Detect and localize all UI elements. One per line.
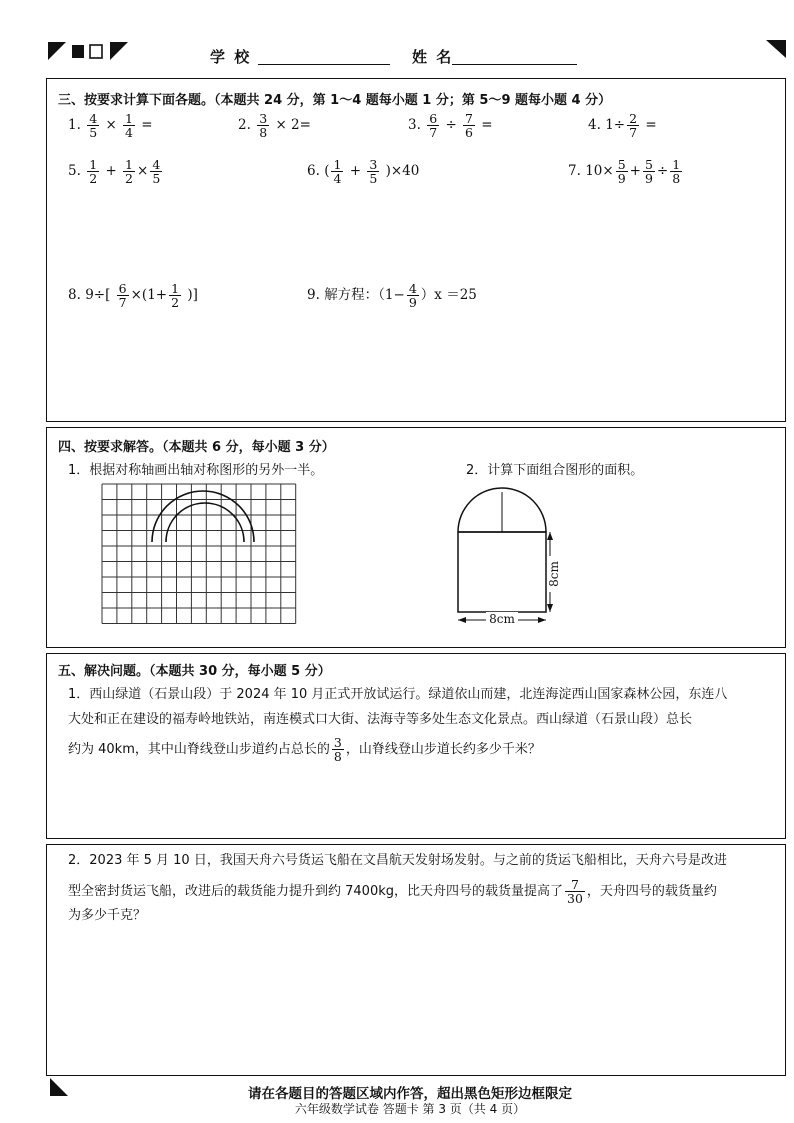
height-label: 8cm bbox=[547, 556, 563, 592]
fraction: $\frac{7}{30}$ bbox=[567, 877, 583, 907]
fraction: $\frac{7}{6}$ bbox=[465, 111, 473, 141]
fraction: $\frac{6}{7}$ bbox=[429, 111, 438, 141]
school-label: 学 校 bbox=[210, 48, 252, 66]
name-label: 姓 名 bbox=[412, 48, 454, 66]
fraction: $\frac{1}{2}$ bbox=[171, 281, 180, 311]
problem-5-1-line2: 大处和正在建设的福寿岭地铁站，南连模式口大街、法海寺等多处生态文化景点。西山绿道（石景山段）总长 bbox=[68, 712, 693, 727]
problem-5-1-line1: 1．西山绿道（石景山段）于 2024 年 10 月正式开放试运行。绿道依山而建，北连海淀西山国家森林公园，东连八 bbox=[68, 687, 728, 702]
inner-arc bbox=[166, 503, 244, 542]
problem-7: 7. 10× $\frac{5}{9}$ + $\frac{5}{9}$ ÷ $\frac{1}{8}$ bbox=[568, 157, 681, 187]
school-field[interactable] bbox=[258, 64, 390, 65]
problem-6: 6. ( $\frac{1}{4}$ + $\frac{3}{5}$ )×40 bbox=[307, 157, 420, 187]
section5-title: 五、解决问题。（本题共 30 分，每小题 5 分） bbox=[58, 664, 331, 679]
fraction: $\frac{6}{7}$ bbox=[118, 281, 127, 311]
name-field[interactable] bbox=[452, 64, 577, 65]
problem-2: 2. $\frac{3}{8}$ × 2= bbox=[238, 111, 311, 141]
fraction: $\frac{1}{2}$ bbox=[125, 157, 133, 187]
problem-5: 5. $\frac{1}{2}$ + $\frac{1}{2}$ × $\frac{4}{5}$ bbox=[68, 157, 161, 187]
problem-5-2-line3: 为多少千克？ bbox=[68, 908, 147, 923]
fraction: $\frac{4}{5}$ bbox=[152, 157, 161, 187]
footer-page-info: 六年级数学试卷 答题卡 第 3 页（共 4 页） bbox=[294, 1102, 526, 1116]
problem-4: 4. 1÷ $\frac{2}{7}$ = bbox=[588, 111, 657, 141]
fraction: $\frac{4}{9}$ bbox=[408, 281, 417, 311]
registration-marks bbox=[48, 42, 130, 62]
fraction: $\frac{2}{7}$ bbox=[629, 111, 638, 141]
section4-title: 四、按要求解答。（本题共 6 分，每小题 3 分） bbox=[58, 440, 335, 455]
fraction: $\frac{3}{8}$ bbox=[333, 735, 342, 765]
problem-8: 8. 9÷[ $\frac{6}{7}$ ×(1+ $\frac{1}{2}$ )] bbox=[68, 281, 198, 311]
rectangle bbox=[458, 532, 546, 612]
fraction: $\frac{1}{4}$ bbox=[125, 111, 133, 141]
fraction: $\frac{5}{9}$ bbox=[617, 157, 626, 187]
fraction: $\frac{1}{2}$ bbox=[89, 157, 98, 187]
problem-5-1-line3: 约为 40km，其中山脊线登山步道约占总长的 $\frac{3}{8}$ ，山脊线登山步道长约多少千米？ bbox=[68, 735, 541, 765]
section3-title: 三、按要求计算下面各题。（本题共 24 分，第 1～4 题每小题 1 分；第 5～9 题每小题 4 分） bbox=[58, 93, 612, 108]
section4-q2: 2．计算下面组合图形的面积。 bbox=[466, 463, 644, 478]
fraction: $\frac{5}{9}$ bbox=[644, 157, 653, 187]
registration-mark-right bbox=[766, 40, 788, 60]
problem-5-2-line2: 型全密封货运飞船，改进后的载货能力提升到约 7400kg，比天舟四号的载货量提高了 $\frac{7}{30}$ ，天舟四号的载货量约 bbox=[68, 877, 717, 907]
problem-9: 9. 解方程：（1− $\frac{4}{9}$ ）x ＝25 bbox=[307, 281, 477, 311]
fraction: $\frac{3}{8}$ bbox=[259, 111, 268, 141]
width-label: 8cm bbox=[486, 612, 518, 626]
fraction: $\frac{3}{5}$ bbox=[369, 157, 378, 187]
composite-shape bbox=[448, 478, 558, 628]
problem-1: 1. $\frac{4}{5}$ × $\frac{1}{4}$ = bbox=[68, 111, 153, 141]
fraction: $\frac{1}{8}$ bbox=[672, 157, 681, 187]
registration-mark-bottom bbox=[50, 1078, 70, 1096]
problem-5-2-line1: 2．2023 年 5 月 10 日，我国天舟六号货运飞船在文昌航天发射场发射。与之前的货运飞船相比，天舟六号是改进 bbox=[68, 853, 727, 868]
problem-3: 3. $\frac{6}{7}$ ÷ $\frac{7}{6}$ = bbox=[408, 111, 493, 141]
fraction: $\frac{1}{4}$ bbox=[333, 157, 342, 187]
fraction: $\frac{4}{5}$ bbox=[89, 111, 98, 141]
footer-notice: 请在各题目的答题区域内作答，超出黑色矩形边框限定 bbox=[248, 1086, 572, 1102]
section4-q1: 1．根据对称轴画出轴对称图形的另外一半。 bbox=[68, 463, 324, 478]
symmetry-grid bbox=[100, 482, 300, 624]
